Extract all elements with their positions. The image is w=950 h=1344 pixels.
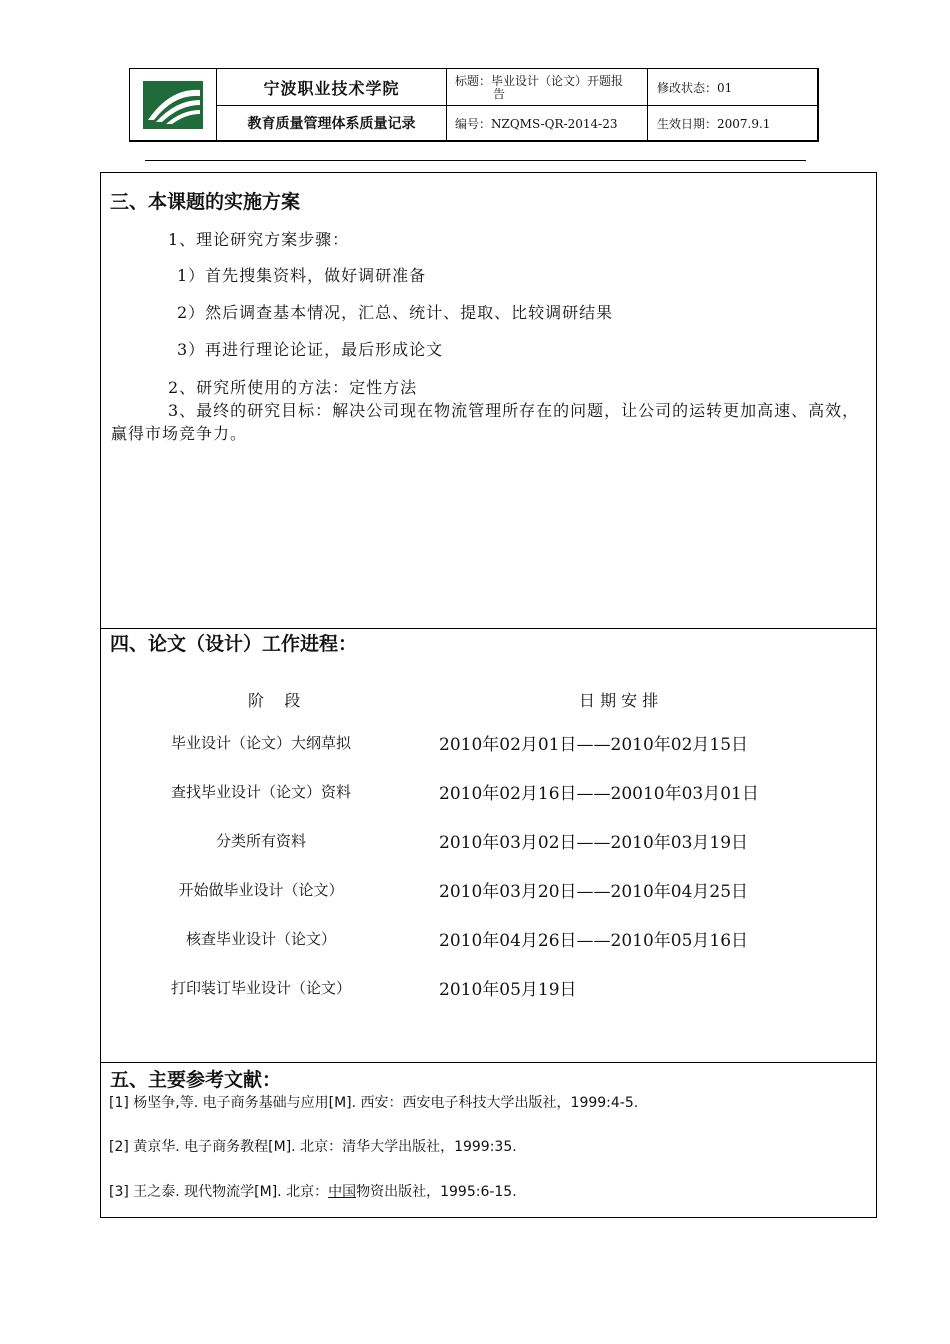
logo-icon [142,80,204,130]
schedule-stage: 查找毕业设计（论文）资料 [170,783,351,801]
schedule-stage: 分类所有资料 [215,832,306,850]
document-title [447,69,648,106]
section3-item1: 1、理论研究方案步骤： [168,230,350,249]
section5-heading: 五、主要参考文献： [110,1069,282,1091]
section3-step3: 3）再进行理论论证，最后形成论文 [177,340,444,359]
schedule-date: 2010年02月01日——2010年02月15日 [439,735,749,755]
revision-status: 修改状态：01 [648,69,818,106]
document-title-line1: 标题：毕业设计（论文）开题报 [455,74,624,88]
school-name: 宁波职业技术学院 [217,69,447,106]
document-title-line2: 告 [493,87,506,101]
section3-heading: 三、本课题的实施方案 [110,191,301,213]
document-number: 编号：NZQMS-QR-2014-23 [447,106,648,141]
schedule-stage: 毕业设计（论文）大纲草拟 [170,734,351,752]
effective-date: 生效日期：2007.9.1 [648,106,818,141]
schedule-stage: 打印装订毕业设计（论文） [170,979,351,997]
reference-3-underlined: 中国 [328,1184,357,1200]
schedule-stage: 核查毕业设计（论文） [185,930,336,948]
section3-item3: 3、最终的研究目标：解决公司现在物流管理所存在的问题，让公司的运转更加高速、高效，赢得市场竞争力。 [111,401,860,443]
section-divider [101,1062,876,1063]
reference-3-prefix: [3] 王之泰. 现代物流学[M]. 北京： [109,1184,329,1200]
schedule-date: 2010年05月19日 [439,980,577,1000]
header-table [129,68,819,142]
reference-3 [109,1181,517,1201]
section3-step2: 2）然后调查基本情况，汇总、统计、提取、比较调研结果 [177,303,614,322]
school-logo [130,69,217,141]
quality-system-label: 教育质量管理体系质量记录 [217,106,447,141]
section3-item2: 2、研究所使用的方法：定性方法 [168,378,418,397]
schedule-date: 2010年03月20日——2010年04月25日 [439,882,749,902]
date-column-header: 日 期 安 排 [579,691,659,710]
stage-column-header: 阶 段 [248,691,301,710]
section4-heading: 四、论文（设计）工作进程： [110,633,358,655]
reference-2: [2] 黄京华. 电子商务教程[M]. 北京：清华大学出版社，1999:35. [109,1139,517,1155]
reference-3-suffix: 物资出版社，1995:6-15. [356,1184,517,1200]
reference-1: [1] 杨坚争,等. 电子商务基础与应用[M]. 西安：西安电子科技大学出版社，1999:4-5. [109,1095,639,1111]
section3-step1: 1）首先搜集资料，做好调研准备 [177,266,427,285]
schedule-date: 2010年04月26日——2010年05月16日 [439,931,749,951]
schedule-stage: 开始做毕业设计（论文） [178,881,344,899]
header-divider [145,160,806,161]
schedule-date: 2010年02月16日——20010年03月01日 [439,784,759,804]
report-body [100,172,877,1218]
schedule-date: 2010年03月02日——2010年03月19日 [439,833,749,853]
